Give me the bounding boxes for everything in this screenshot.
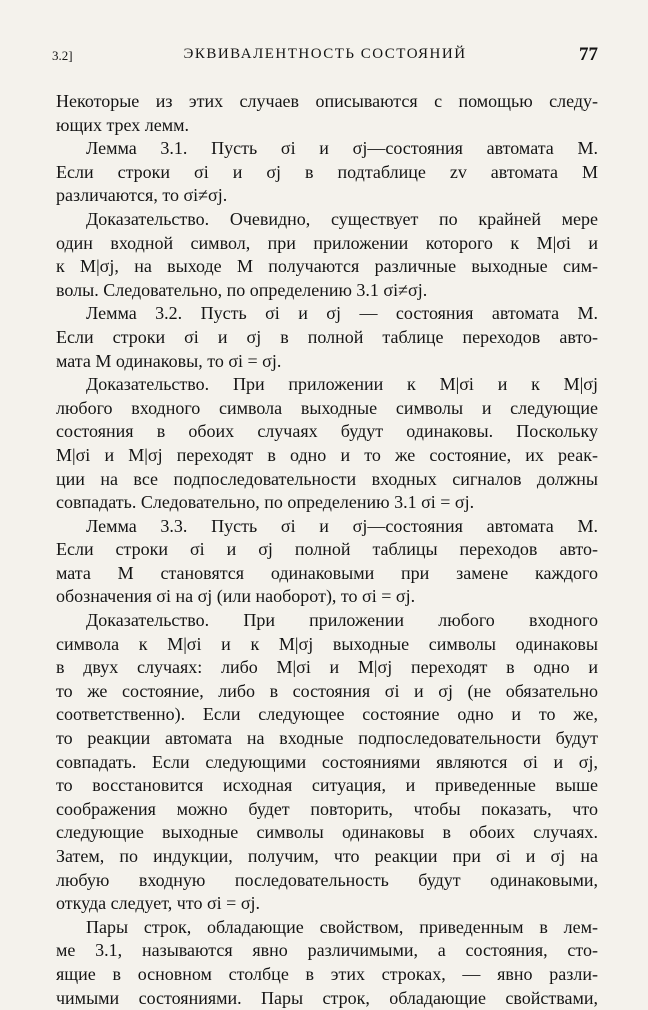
text-line: совпадать. Если следующими состояниями являются σi и σj, xyxy=(56,751,598,772)
proof-heading-line: Доказательство. Очевидно, существует по крайней мере xyxy=(86,208,598,229)
text-line: волы. Следовательно, по определению 3.1 σi≠σj. xyxy=(56,279,428,300)
proof-heading-line: Доказательство. При приложении к М|σi и к М|σj xyxy=(86,374,598,395)
text-line: ме 3.1, называются явно различимыми, а состояния, сто- xyxy=(56,940,598,961)
text-line: обозначения σi на σj (или наоборот), то σi = σj. xyxy=(56,586,416,607)
page-body xyxy=(56,90,598,1010)
lemma-heading-line: Лемма 3.3. Пусть σi и σj—состояния автомата М. xyxy=(86,515,598,536)
lemma-heading-line: Лемма 3.2. Пусть σi и σj — состояния автомата М. xyxy=(86,303,598,324)
text-line: символа к М|σi и к М|σj выходные символы одинаковы xyxy=(56,633,598,654)
text-line: ящие в основном столбце в этих строках, — явно разли- xyxy=(56,963,598,984)
text-line: любую входную последовательность будут одинаковыми, xyxy=(56,869,598,890)
page-number: 77 xyxy=(579,44,598,65)
text-line: соображения можно будет повторить, чтобы показать, что xyxy=(56,798,598,819)
text-line: М|σi и М|σj переходят в одно и то же состояние, их реак- xyxy=(56,444,598,465)
text-line: состояния в обоих случаях будут одинаковы. Поскольку xyxy=(56,421,598,442)
text-line: Некоторые из этих случаев описываются с помощью следу- xyxy=(56,91,598,111)
text-line: один входной символ, при приложении которого к М|σi и xyxy=(56,232,598,253)
text-line: Затем, по индукции, получим, что реакции при σi и σj на xyxy=(56,846,598,866)
text-line: чимыми состояниями. Пары строк, обладающие свойствами, xyxy=(56,987,598,1008)
text-line: Если строки σi и σj в полной таблице переходов авто- xyxy=(56,326,598,347)
running-header xyxy=(52,44,598,70)
text-line: Если строки σi и σj в подтаблице zv автомата М xyxy=(56,161,598,182)
text-line: Если строки σi и σj полной таблицы переходов авто- xyxy=(56,539,598,560)
text-line: то реакции автомата на входные подпоследовательности будут xyxy=(56,728,598,749)
text-line: любого входного символа выходные символы и следующие xyxy=(56,397,598,418)
section-number: 3.2] xyxy=(52,48,73,63)
running-title: ЭКВИВАЛЕНТНОСТЬ СОСТОЯНИЙ xyxy=(183,46,467,62)
text-line: в двух случаях: либо М|σi и М|σj переходят в одно и xyxy=(56,657,598,678)
text-line: ющих трех лемм. xyxy=(56,114,190,135)
lemma-heading-line: Лемма 3.1. Пусть σi и σj—состояния автомата М. xyxy=(86,138,598,159)
text-line: следующие выходные символы одинаковы в обоих случаях. xyxy=(56,822,598,843)
text-line: мата М одинаковы, то σi = σj. xyxy=(56,350,282,371)
text-line: то же состояние, либо в состояния σi и σj (не обязательно xyxy=(56,680,598,701)
paragraph-start-line: Пары строк, обладающие свойством, приведенным в лем- xyxy=(86,916,598,937)
text-line: мата М становятся одинаковыми при замене каждого xyxy=(56,562,598,583)
proof-heading-line: Доказательство. При приложении любого входного xyxy=(86,610,598,631)
text-line: совпадать. Следовательно, по определению 3.1 σi = σj. xyxy=(56,492,475,513)
text-line: откуда следует, что σi = σj. xyxy=(56,893,261,914)
text-line: соответственно). Если следующее состояние одно и то же, xyxy=(56,704,598,725)
text-line: ции на все подпоследовательности входных сигналов должны xyxy=(56,468,598,489)
text-line: к М|σj, на выходе М получаются различные выходные сим- xyxy=(56,256,598,277)
text-line: то восстановится исходная ситуация, и приведенные выше xyxy=(56,775,598,796)
text-line: различаются, то σi≠σj. xyxy=(56,185,228,206)
